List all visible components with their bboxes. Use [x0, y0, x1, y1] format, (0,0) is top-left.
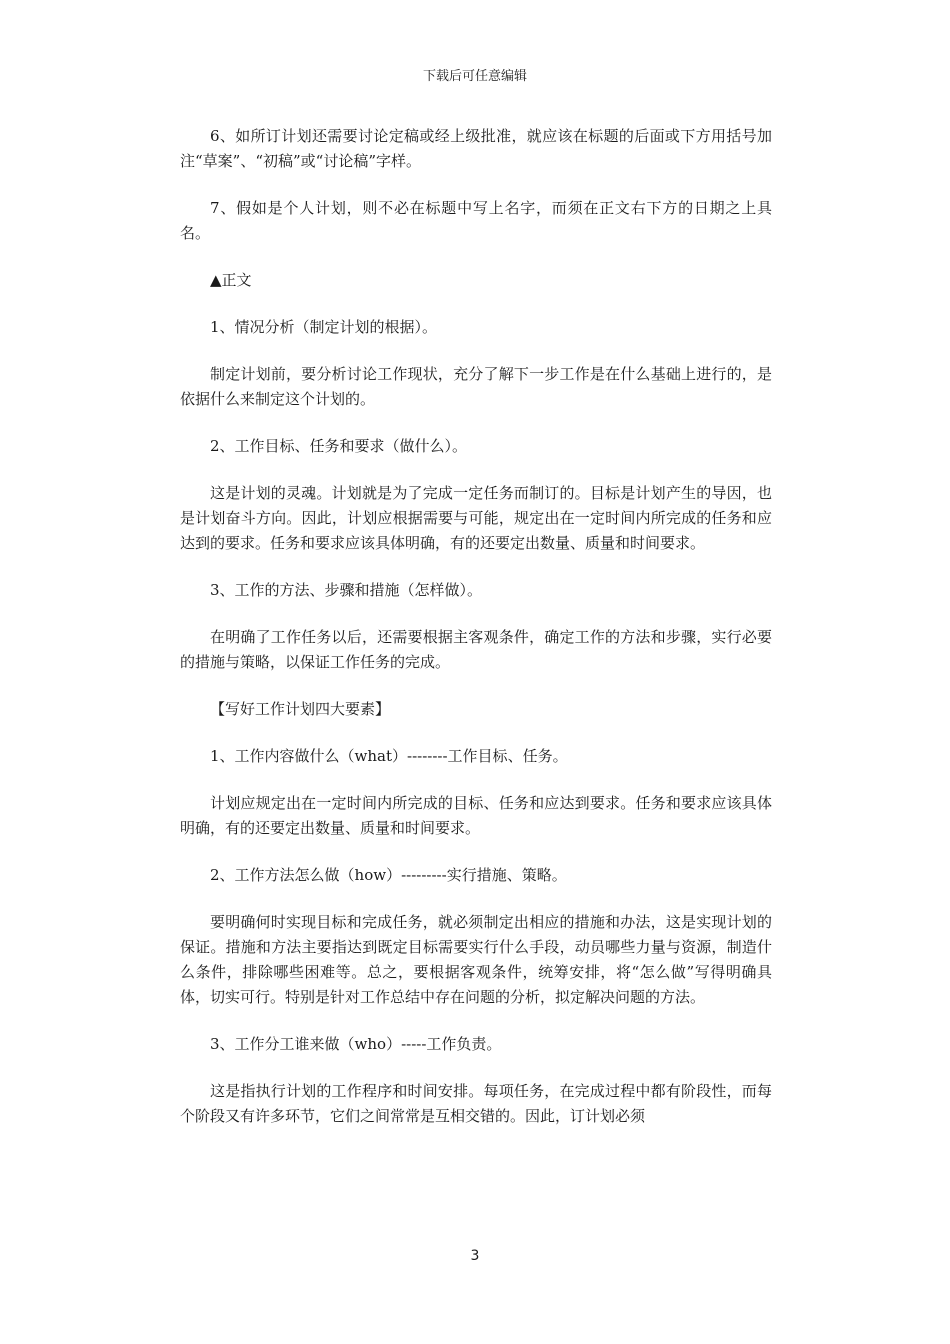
- subheading-situation-analysis: 1、情况分析（制定计划的根据）。: [210, 318, 438, 336]
- paragraph-item-6-revision-note: 6、如所订计划还需要讨论定稿或经上级批准，就应该在标题的后面或下方用括号加注“草案”、“初稿”或“讨论稿”字样。: [180, 127, 772, 170]
- subheading-goals-tasks: 2、工作目标、任务和要求（做什么）。: [210, 437, 468, 455]
- subheading-who: 3、工作分工谁来做（who）-----工作负责。: [210, 1035, 502, 1053]
- paragraph-situation-analysis: 制定计划前，要分析讨论工作现状，充分了解下一步工作是在什么基础上进行的，是依据什么来制定这个计划的。: [180, 365, 772, 408]
- paragraph-who: 这是指执行计划的工作程序和时间安排。每项任务，在完成过程中都有阶段性，而每个阶段又有许多环节，它们之间常常是互相交错的。因此，订计划必须: [180, 1082, 772, 1125]
- paragraph-item-7-personal-plan: 7、假如是个人计划，则不必在标题中写上名字，而须在正文右下方的日期之上具名。: [180, 199, 772, 242]
- document-body: [180, 124, 772, 1151]
- paragraph-methods-steps: 在明确了工作任务以后，还需要根据主客观条件，确定工作的方法和步骤，实行必要的措施与策略，以保证工作任务的完成。: [180, 628, 772, 671]
- page-number: 3: [470, 1248, 480, 1264]
- section-heading-four-elements: 【写好工作计划四大要素】: [210, 700, 391, 718]
- section-heading-main-text: ▲正文: [210, 271, 252, 289]
- paragraph-how: 要明确何时实现目标和完成任务，就必须制定出相应的措施和办法，这是实现计划的保证。措施和方法主要指达到既定目标需要实行什么手段，动员哪些力量与资源，制造什么条件，排除哪些困难等。总之，要根据客观条件，统筹安排，将“怎么做”写得明确具体，切实可行。特别是针对工作总结中存在问题的分析，拟定解决问题的方法。: [180, 913, 772, 1006]
- paragraph-goals-tasks: 这是计划的灵魂。计划就是为了完成一定任务而制订的。目标是计划产生的导因，也是计划奋斗方向。因此，计划应根据需要与可能，规定出在一定时间内所完成的任务和应达到的要求。任务和要求应该具体明确，有的还要定出数量、质量和时间要求。: [180, 484, 772, 552]
- paragraph-what: 计划应规定出在一定时间内所完成的目标、任务和应达到要求。任务和要求应该具体明确，有的还要定出数量、质量和时间要求。: [180, 794, 772, 837]
- subheading-methods-steps: 3、工作的方法、步骤和措施（怎样做）。: [210, 581, 483, 599]
- page-header-note: 下载后可任意编辑: [422, 69, 527, 84]
- subheading-how: 2、工作方法怎么做（how）---------实行措施、策略。: [210, 866, 567, 884]
- subheading-what: 1、工作内容做什么（what）--------工作目标、任务。: [210, 747, 568, 765]
